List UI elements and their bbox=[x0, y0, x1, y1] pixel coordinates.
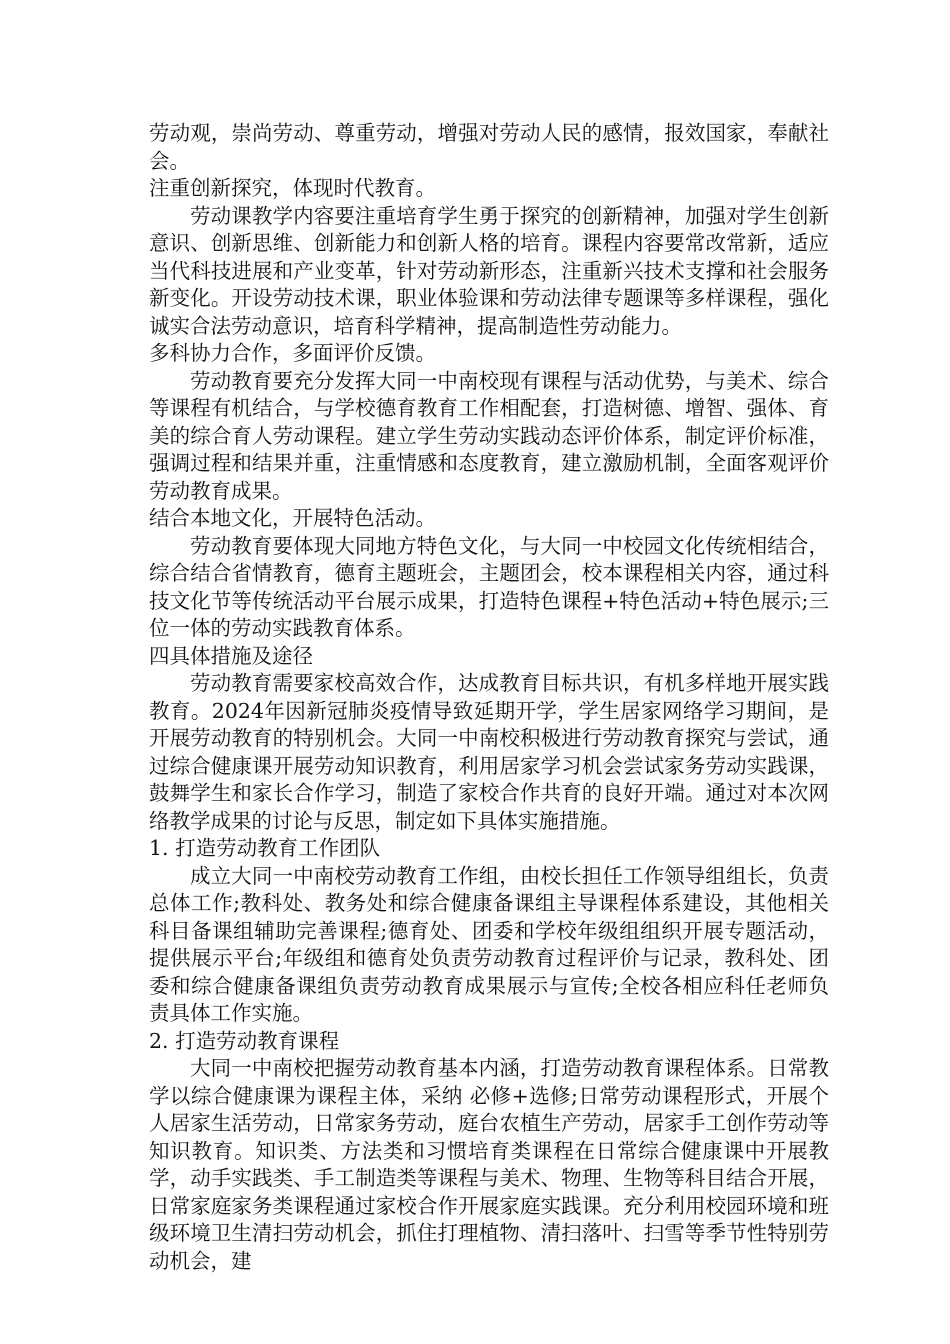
subheading-cooperation: 多科协力合作，多面评价反馈。 bbox=[149, 341, 436, 365]
paragraph-measures: 劳动教育需要家校高效合作，达成教育目标共识，有机多样地开展实践教育。2024年因新冠肺炎疫情导致延期开学，学生居家网络学习期间，是开展劳动教育的特别机会。大同一中南校积极进行劳动教育探究与尝试，通过综合健康课开展劳动知识教育，利用居家学习机会尝试家务劳动实践课，鼓舞学生和家长合作学习，制造了家校合作共育的良好开端。通过对本次网络教学成果的讨论与反思，制定如下具体实施措施。 bbox=[149, 671, 829, 833]
paragraph-team: 成立大同一中南校劳动教育工作组，由校长担任工作领导组组长，负责总体工作;教科处、教务处和综合健康备课组主导课程体系建设，其他相关科目备课组辅助完善课程;德育处、团委和学校年级组组织开展专题活动，提供展示平台;年级组和德育处负责劳动教育过程评价与记录，教科处、团委和综合健康备课组负责劳动教育成果展示与宣传;全校各相应科任老师负责具体工作实施。 bbox=[149, 863, 829, 1025]
subheading-innovation: 注重创新探究，体现时代教育。 bbox=[149, 176, 436, 200]
paragraph-intro: 劳动观，崇尚劳动、尊重劳动，增强对劳动人民的感情，报效国家，奉献社会。 bbox=[149, 121, 829, 173]
paragraph-curriculum: 大同一中南校把握劳动教育基本内涵，打造劳动教育课程体系。日常教学以综合健康课为课程主体，采纳 必修+选修;日常劳动课程形式，开展个人居家生活劳动，日常家务劳动，庭台农植生产劳动，居家手工创作劳动等知识教育。知识类、方法类和习惯培育类课程在日常综合健康课中开展教学，动手实践类、手工制造类等课程与美术、物理、生物等科目结合开展，日常家庭家务类课程通过家校合作开展家庭实践课。充分利用校园环境和班级环境卫生清扫劳动机会，抓住打理植物、清扫落叶、扫雪等季节性特别劳动机会，建 bbox=[149, 1056, 829, 1273]
paragraph-cooperation: 劳动教育要充分发挥大同一中南校现有课程与活动优势，与美术、综合等课程有机结合，与学校德育教育工作相配套，打造树德、增智、强体、育美的综合育人劳动课程。建立学生劳动实践动态评价体系，制定评价标准，强调过程和结果并重，注重情感和态度教育，建立激励机制，全面客观评价劳动教育成果。 bbox=[149, 368, 829, 503]
subheading-local-culture: 结合本地文化，开展特色活动。 bbox=[149, 506, 436, 530]
section-heading-curriculum: 2. 打造劳动教育课程 bbox=[149, 1028, 340, 1053]
document-body bbox=[149, 120, 829, 1275]
section-heading-measures: 四具体措施及途径 bbox=[149, 643, 313, 668]
section-heading-team: 1. 打造劳动教育工作团队 bbox=[149, 836, 381, 860]
paragraph-innovation: 劳动课教学内容要注重培育学生勇于探究的创新精神，加强对学生创新意识、创新思维、创新能力和创新人格的培育。课程内容要常改常新，适应当代科技进展和产业变革，针对劳动新形态，注重新兴技术支撑和社会服务新变化。开设劳动技术课，职业体验课和劳动法律专题课等多样课程，强化诚实合法劳动意识，培育科学精神，提高制造性劳动能力。 bbox=[149, 203, 829, 338]
paragraph-local-culture: 劳动教育要体现大同地方特色文化，与大同一中校园文化传统相结合，综合结合省情教育，德育主题班会，主题团会，校本课程相关内容，通过科技文化节等传统活动平台展示成果，打造特色课程+特色活动+特色展示;三位一体的劳动实践教育体系。 bbox=[149, 533, 829, 640]
